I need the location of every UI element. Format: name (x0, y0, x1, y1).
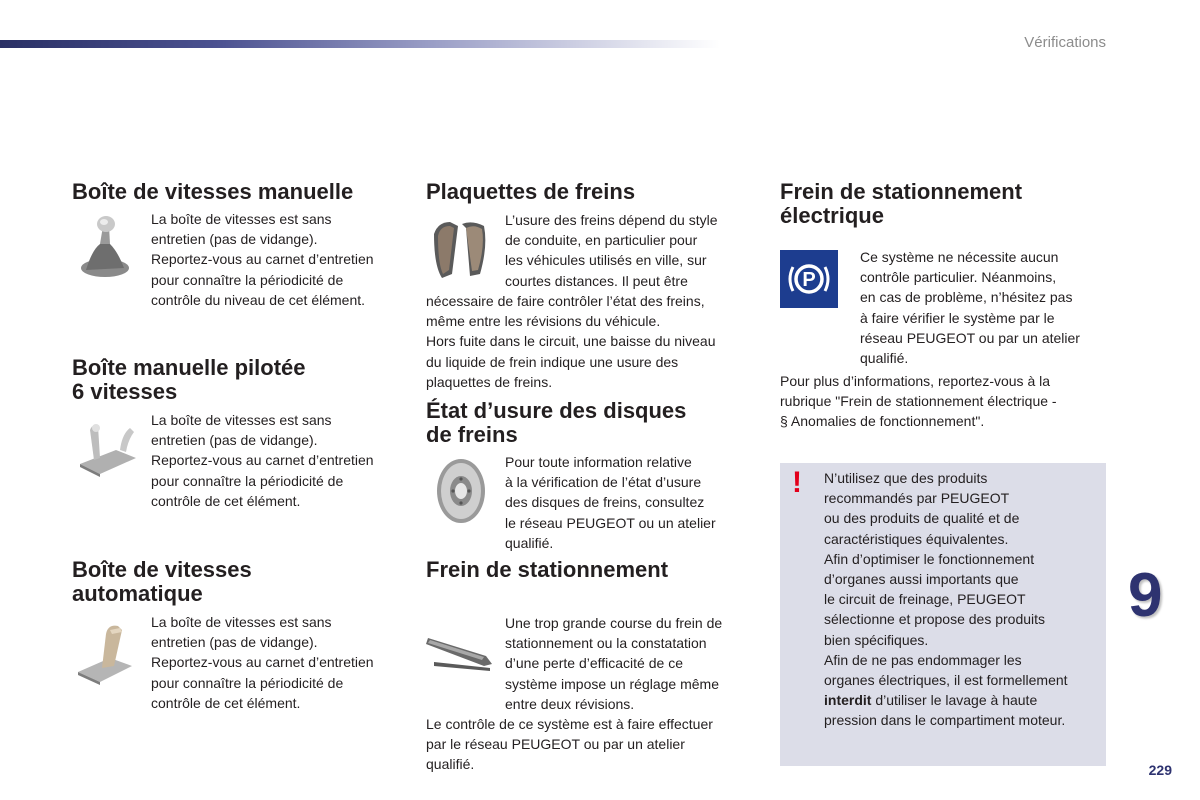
text-line: les véhicules utilisés en ville, sur (505, 252, 707, 269)
exclamation-warning-icon: ! (792, 466, 802, 499)
text-line: de conduite, en particulier pour (505, 232, 698, 249)
text-line: entre deux révisions. (505, 695, 635, 712)
text-line: pression dans le compartiment moteur. (824, 712, 1066, 729)
text-line: recommandés par PEUGEOT (824, 490, 1010, 507)
text-fragment: d’utiliser le lavage à haute (871, 692, 1038, 709)
emphasis-forbidden: interdit (824, 692, 872, 709)
manual-gear-lever-icon (78, 214, 132, 280)
text-line: contrôle du niveau de cet élément. (151, 291, 366, 308)
chapter-number: 9 (1128, 561, 1163, 630)
text-line: Pour toute information relative (505, 454, 692, 470)
text-line: entretien (pas de vidange). (151, 634, 318, 651)
electric-parking-brake-text-full (780, 371, 1110, 432)
parking-brake-warning-icon (780, 250, 838, 308)
text-line: qualifié. (426, 756, 475, 773)
text-line: même entre les révisions du véhicule. (426, 313, 661, 330)
brake-pads-text-full (426, 291, 756, 392)
text-line: des disques de freins, consultez (505, 494, 705, 511)
text-line: Pour plus d’informations, reportez-vous à la (780, 373, 1051, 389)
text-line: § Anomalies de fonctionnement". (780, 413, 985, 430)
text-line: Le contrôle de ce système est à faire effectuer (426, 716, 713, 732)
heading-parking-brake: Frein de stationnement (426, 557, 669, 582)
text-line: N’utilisez que des produits (824, 470, 988, 486)
text-line: La boîte de vitesses est sans (151, 412, 332, 428)
page-number: 229 (1148, 762, 1172, 778)
text-line: d’organes aussi importants que (824, 571, 1019, 588)
text-line: plaquettes de freins. (426, 373, 553, 390)
brake-pads-icon (430, 216, 492, 282)
text-line: qualifié. (505, 534, 554, 551)
text-line: d’une perte d’efficacité de ce (505, 655, 683, 672)
text-line: entretien (pas de vidange). (151, 231, 318, 248)
brake-disc-icon (432, 456, 490, 526)
heading-line: électrique (780, 203, 884, 228)
text-line: à faire vérifier le système par le (860, 309, 1055, 326)
text-line: Afin d’optimiser le fonctionnement (824, 550, 1035, 567)
parking-brake-lever-icon (424, 628, 496, 672)
text-line: en cas de problème, n’hésitez pas (860, 289, 1073, 306)
text-line: pour connaître la périodicité de (151, 472, 344, 489)
text-line: courtes distances. Il peut être (505, 272, 688, 289)
text-line: rubrique "Frein de stationnement électrique - (780, 393, 1057, 410)
text-line: nécessaire de faire contrôler l’état des freins, (426, 293, 705, 309)
heading-automatic-gearbox (72, 558, 252, 606)
header-gradient-bar (0, 40, 720, 48)
text-line: du liquide de frein indique une usure des (426, 353, 679, 370)
section-title: Vérifications (1024, 34, 1106, 51)
text-line: Une trop grande course du frein de (505, 615, 723, 631)
text-line: entretien (pas de vidange). (151, 432, 318, 449)
text-line: le circuit de freinage, PEUGEOT (824, 591, 1026, 608)
parking-p-symbol-icon (786, 259, 832, 299)
parking-brake-text (505, 613, 755, 714)
text-line: le réseau PEUGEOT ou un atelier (505, 514, 716, 531)
text-line: contrôle de cet élément. (151, 694, 301, 711)
text-line: contrôle particulier. Néanmoins, (860, 269, 1057, 286)
text-line: stationnement ou la constatation (505, 635, 707, 652)
heading-line: automatique (72, 581, 203, 606)
brake-pads-text (505, 210, 745, 291)
svg-text:P: P (802, 269, 816, 291)
heading-line: Frein de stationnement (780, 179, 1023, 204)
text-line: Reportez-vous au carnet d’entretien (151, 251, 374, 268)
text-line: Afin de ne pas endommager les (824, 651, 1022, 668)
text-line: sélectionne et propose des produits (824, 611, 1046, 628)
piloted-gear-selector-icon (76, 420, 140, 478)
text-line: par le réseau PEUGEOT ou par un atelier (426, 736, 685, 753)
heading-manual-gearbox: Boîte de vitesses manuelle (72, 179, 354, 204)
heading-line: Boîte manuelle pilotée (72, 355, 306, 380)
text-line: ou des produits de qualité et de (824, 510, 1020, 527)
text-line: Ce système ne nécessite aucun (860, 249, 1059, 265)
automatic-gearbox-text (151, 612, 411, 713)
automatic-gear-selector-icon (76, 620, 134, 686)
text-line: Hors fuite dans le circuit, une baisse du niveau (426, 333, 716, 350)
heading-brake-pads: Plaquettes de freins (426, 179, 636, 204)
piloted-gearbox-text (151, 410, 411, 511)
heading-line: Boîte de vitesses (72, 557, 252, 582)
text-line: La boîte de vitesses est sans (151, 211, 332, 227)
heading-line: de freins (426, 422, 518, 447)
heading-piloted-gearbox (72, 356, 306, 404)
text-line: à la vérification de l’état d’usure (505, 474, 702, 491)
heading-electric-parking-brake (780, 180, 1022, 228)
text-line: L’usure des freins dépend du style (505, 212, 718, 228)
electric-parking-brake-text (860, 247, 1110, 368)
text-line: contrôle de cet élément. (151, 492, 301, 509)
text-line: réseau PEUGEOT ou par un atelier (860, 329, 1080, 346)
text-line: bien spécifiques. (824, 631, 929, 648)
text-line: La boîte de vitesses est sans (151, 614, 332, 630)
heading-line: État d’usure des disques (426, 398, 687, 423)
text-line: organes électriques, il est formellement (824, 672, 1068, 689)
text-line: pour connaître la périodicité de (151, 271, 344, 288)
brake-discs-text (505, 452, 755, 553)
text-line: caractéristiques équivalentes. (824, 530, 1009, 547)
text-line: pour connaître la périodicité de (151, 674, 344, 691)
heading-brake-discs (426, 399, 686, 447)
text-line (824, 690, 1104, 710)
parking-brake-text-full (426, 714, 756, 775)
manual-gearbox-text (151, 209, 411, 310)
text-line: Reportez-vous au carnet d’entretien (151, 452, 374, 469)
text-line: système impose un réglage même (505, 675, 719, 692)
warning-notice-text (824, 468, 1104, 731)
text-line: qualifié. (860, 350, 909, 367)
text-line: Reportez-vous au carnet d’entretien (151, 654, 374, 671)
heading-line: 6 vitesses (72, 379, 178, 404)
